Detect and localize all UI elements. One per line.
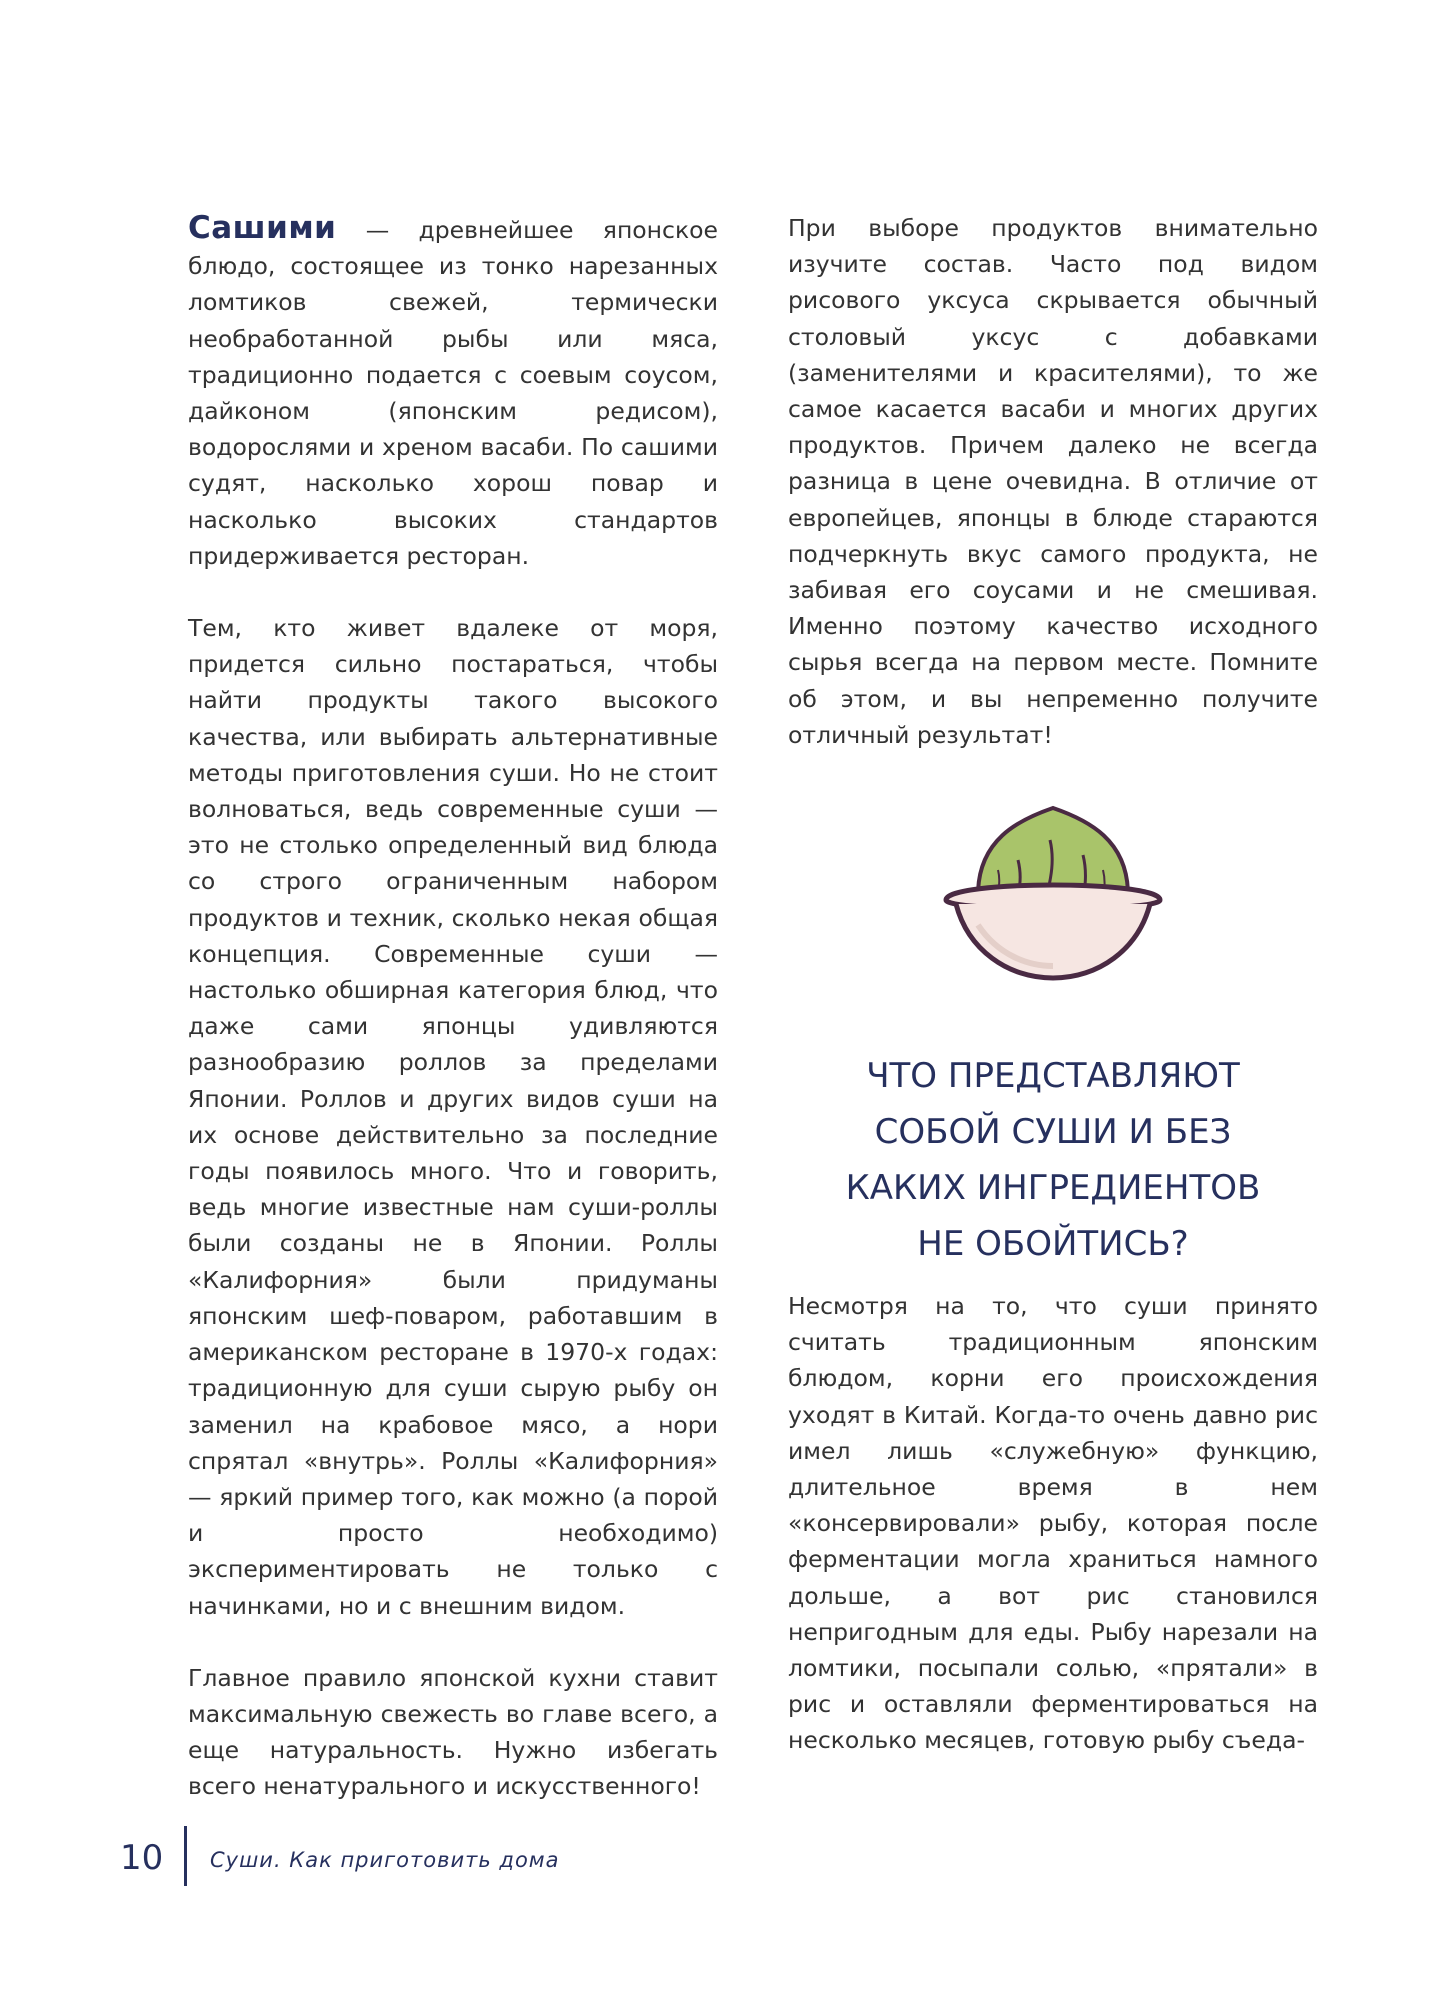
- right-column: [788, 210, 1318, 753]
- paragraph-sashimi-text: — древнейшее японское блюдо, состоящее из тонко нарезанных ломтиков свежей, термически необработанной рыбы или мяса, традиционно подается с соевым соусом, дайконом (японским редисом), водорослями и хреном васаби. По сашими судят, насколько хорош повар и насколько высоких стандартов придерживается ресторан.: [188, 216, 718, 570]
- heading-line: СОБОЙ СУШИ И БЕЗ: [874, 1112, 1232, 1152]
- wasabi-bowl-icon: [938, 800, 1168, 986]
- paragraph-sashimi: [188, 210, 718, 574]
- heading-line: НЕ ОБОЙТИСЬ?: [917, 1224, 1189, 1264]
- section-body: [788, 1288, 1318, 1759]
- left-column: [188, 210, 718, 1805]
- lead-term: Сашими: [188, 210, 337, 246]
- paragraph-origins: Несмотря на то, что суши принято считать традиционным японским блюдом, корни его происхождения уходят в Китай. Когда-то очень давно рис имел лишь «служебную» функцию, длительное время в нем «консервировали» рыбу, которая после ферментации могла храниться намного дольше, а вот рис становился непригодным для еды. Рыбу нарезали на ломтики, посыпали солью, «прятали» в рис и оставляли ферментироваться на несколько месяцев, готовую рыбу съеда-: [788, 1292, 1318, 1755]
- page-number: 10: [120, 1838, 164, 1878]
- running-title: Суши. Как приготовить дома: [210, 1848, 560, 1872]
- paragraph-modern-sushi: Тем, кто живет вдалеке от моря, придется сильно постараться, чтобы найти продукты такого высокого качества, или выбирать альтернативные методы приготовления суши. Но не стоит волноваться, ведь современные суши — это не столько определенный вид блюда со строго ограниченным набором продуктов и техник, сколько некая общая концепция. Современные суши — настолько обширная категория блюд, что даже сами японцы удивляются разнообразию роллов за пределами Японии. Роллов и других видов суши на их основе действительно за последние годы появилось много. Что и говорить, ведь многие известные нам суши-роллы были созданы не в Японии. Роллы «Калифорния» были придуманы японским шеф-поваром, работавшим в американском ресторане в 1970-х годах: традиционную для суши сырую рыбу он заменил на крабовое мясо, а нори спрятал «внутрь». Роллы «Калифорния» — яркий пример того, как можно (а порой и просто необходимо) экспериментировать не только с начинками, но и с внешним видом.: [188, 614, 718, 1620]
- heading-line: ЧТО ПРЕДСТАВЛЯЮТ: [866, 1056, 1240, 1096]
- footer-divider: [184, 1826, 187, 1886]
- heading-line: КАКИХ ИНГРЕДИЕНТОВ: [845, 1168, 1261, 1208]
- paragraph-main-rule: Главное правило японской кухни ставит максимальную свежесть во главе всего, а еще натуральность. Нужно избегать всего ненатурального и искусственного!: [188, 1663, 718, 1801]
- section-heading: [788, 1048, 1318, 1272]
- paragraph-product-choice: При выборе продуктов внимательно изучите состав. Часто под видом рисового уксуса скрывается обычный столовый уксус с добавками (заменителями и красителями), то же самое касается васаби и многих других продуктов. Причем далеко не всегда разница в цене очевидна. В отличие от европейцев, японцы в блюде стараются подчеркнуть вкус самого продукта, не забивая его соусами и не смешивая. Именно поэтому качество исходного сырья всегда на первом месте. Помните об этом, и вы непременно получите отличный результат!: [788, 214, 1318, 749]
